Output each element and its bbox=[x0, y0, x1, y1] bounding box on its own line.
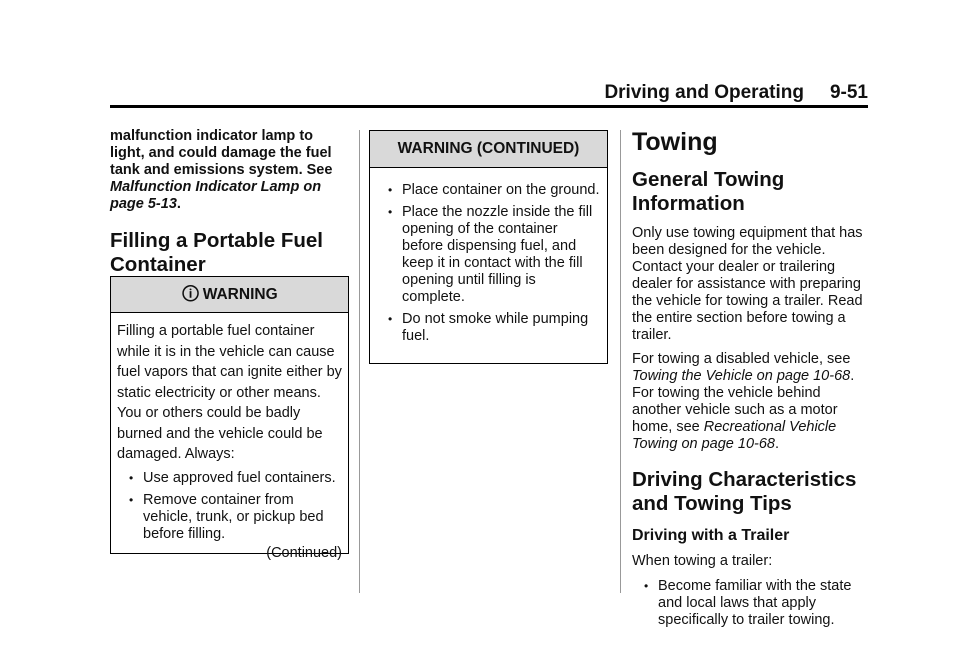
column-1 bbox=[110, 128, 350, 277]
towing-tips-list bbox=[632, 578, 868, 629]
towing-chapter-title: Towing bbox=[632, 128, 718, 156]
warning-title: WARNING bbox=[202, 286, 278, 303]
warning-header bbox=[111, 277, 348, 313]
header-rule bbox=[110, 105, 868, 108]
see-text-end: . bbox=[774, 436, 779, 452]
header-section: Driving and Operating bbox=[604, 82, 804, 103]
column-divider-2 bbox=[620, 130, 621, 593]
page-number: 9-51 bbox=[829, 82, 868, 103]
towing-intro-paragraph: Only use towing equipment that has been designed for the vehicle. Contact your dealer or trailering dealer for assistance with preparing the vehicle for towing a trailer. Read the entire section before towing a trailer. bbox=[632, 225, 863, 343]
warning-continued-list bbox=[376, 182, 601, 345]
warning-bullet: • Do not smoke while pumping fuel. bbox=[376, 311, 601, 345]
warning-bullet: • Place container on the ground. bbox=[376, 182, 601, 199]
page-header bbox=[110, 78, 868, 108]
see-text-mid: . For towing the vehicle behind another vehicle such as a motor home, see bbox=[632, 368, 855, 435]
general-towing-heading: General Towing Information bbox=[632, 168, 785, 215]
warning-continued-box bbox=[369, 130, 608, 364]
warning-icon: 🛈 bbox=[181, 284, 200, 304]
malfunction-lamp-link[interactable]: Malfunction Indicator Lamp on page 5-13 bbox=[110, 179, 322, 212]
filling-container-heading: Filling a Portable Fuel Container bbox=[110, 229, 323, 276]
warning-box bbox=[110, 276, 349, 561]
warning-body bbox=[111, 313, 348, 568]
header-title bbox=[604, 82, 868, 104]
column-3 bbox=[632, 128, 868, 629]
continued-label: (Continued) bbox=[266, 544, 342, 561]
towing-vehicle-link[interactable]: Towing the Vehicle on page 10-68 bbox=[632, 368, 851, 384]
warning-bullet: • Place the nozzle inside the fill opening of the container before dispensing fuel, and keep it in contact with the fill opening until filling is complete. bbox=[376, 204, 601, 306]
when-towing-paragraph: When towing a trailer: bbox=[632, 553, 773, 569]
warning-bullet: • Remove container from vehicle, trunk, or pickup bed before filling. bbox=[117, 492, 342, 543]
intro-paragraph bbox=[110, 128, 350, 213]
intro-end: . bbox=[176, 196, 181, 212]
column-divider-1 bbox=[359, 130, 360, 593]
see-text: For towing a disabled vehicle, see bbox=[632, 351, 851, 367]
driving-characteristics-heading: Driving Characteristics and Towing Tips bbox=[632, 468, 857, 515]
warning-continued-body bbox=[370, 168, 607, 351]
driving-with-trailer-heading: Driving with a Trailer bbox=[632, 527, 790, 544]
towing-see-paragraph bbox=[632, 351, 868, 453]
warning-continued-header: WARNING (CONTINUED) bbox=[370, 131, 607, 168]
intro-text: malfunction indicator lamp to light, and could damage the fuel tank and emissions system. See bbox=[110, 128, 333, 178]
towing-tip: • Become familiar with the state and local laws that apply specifically to trailer towing. bbox=[632, 578, 868, 629]
warning-text: Filling a portable fuel container while it is in the vehicle can cause fuel vapors that can ignite either by static electricity or other means. You or others could be badly burned and the vehicle could be damaged. Always: bbox=[117, 323, 342, 462]
warning-bullet-list bbox=[117, 470, 342, 543]
warning-bullet: • Use approved fuel containers. bbox=[117, 470, 342, 487]
recreational-towing-link[interactable]: Recreational Vehicle Towing on page 10-68 bbox=[632, 419, 837, 452]
